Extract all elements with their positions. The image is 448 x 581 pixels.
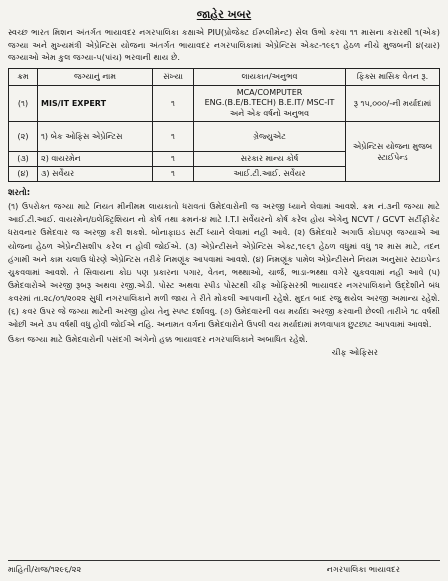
- table-row: [9, 122, 440, 152]
- table-row: [9, 85, 440, 122]
- terms-heading: શરતો:: [8, 188, 31, 199]
- row-post-name: ૩) સર્વેયર: [38, 167, 153, 182]
- row-count: ૧: [153, 85, 194, 122]
- row-count: ૧: [153, 167, 194, 182]
- posts-table: [8, 68, 440, 183]
- terms-paragraph: (૧) ઉપરોક્ત જગ્યા માટે નિયત મીનીમમ લાયકાતો ધરાવતાં ઉમેદવારોની જ અરજી ધ્યાને લેવામાં આવશે. ક્રમ નં.૩ની જગ્યા માટે આઈ.ટી.આઈ. વાયરમેન/ઇલેક્ટ્રિશિયન નો કોર્ષ તથા ક્રમનં-૪ માટે I.T.I સર્વેયરનો કોર્ષ કરેલ હોય એગેનુ NCVT / GCVT સર્ટીફીકેટ ધરાવનાર ઉમેદવાર જ અરજી કરી શકશે. બોનાફાઇડ સર્ટી ધ્યાને લેવામાં નહી આવે. (૨) ઉમેદવારે અગાઉ કોઇપણ જગ્યાએ આ યોજના હેઠળ એપ્રેન્ટીસશીપ કરેલ ન હોવી જોઈએ. (૩) એપ્રેન્ટીસને એપ્રેન્ટિસ એક્ટ,૧૯૬૧ હેઠળ વધુમાં વધુ ૧૨ માસ માટે, તદન હંગામી અને કામ ચલાઉ ધોરણે એપ્રેન્ટિસ તરીકે નિમણૂંક આપવામાં આવશે. (૪) નિમણૂંક પામેલ એપ્રેન્ટીસને નિયમ અનુસાર સ્ટાઇપેન્ડ ચુકવવામાં આવશે. તે સિવાયના કોઇ પણ પ્રકારના પગાર, વેતન, ભથ્થાઓ, ચાર્જ, ભાડા-ભથ્થા વગેરે ચુકવવામાં નહી આવે (૫) ઉમેદવારોએ અરજી રૂબરૂ અથવા રજી.એડી. પોસ્ટ અથવા સ્પીડ પોસ્ટથી ચીફ ઓફિસરશ્રી ભાયાવદર નગરપાલિકાને ઉદ્દેશીને બંધ કવરમાં તા.૨૮/૦૧/૨૦૨૨ સુધી નગરપાલિકાને મળી જાય તે રીતે મોકલી આપવાની રહેશે. મુદત બાદ રજુ થયેલ અરજી અમાન્ય રહેશે. (૬) કવર ઉપર જે જગ્યા માટેની અરજી હોય તેનુ સ્પષ્ટ દર્શાવવુ. (૭) ઉમેદવારની વય મર્યાદા અરજી કરવાની છેલ્લી તારીખે ૧૮ વર્ષથી ઓછી અને ૩૫ વર્ષથી વધુ હોવી જોઈએ નહિ. અનામત વર્ગના ઉમેદવારોને ઉપલી વય મર્યાદામાં મળવાપાત્ર છુટછાટ આપવામાં આવશે.: [8, 201, 440, 330]
- row-qualification: [194, 85, 346, 122]
- intro-paragraph: સ્વચ્છ ભારત મિશન અંતર્ગત ભાયાવદર નગરપાલિકા કક્ષાએ PIU(પ્રોજેક્ટ ઈમ્પ્લીમેન્ટ) સેલ ઉભો કરવા ૧૧ માસના કરારથી ૧(એક) જગ્યા અને મુખ્યમંત્રી એપ્રેન્ટિસ યોજના અંતર્ગત ભાયાવદર નગરપાલિકામાં એપ્રેન્ટિસ એક્ટ-૧૯૬૧ હેઠળ નીચે મુજબની ૪(ચાર) જગ્યાઓ એમ કુલ જગ્યા-૫(પાંચ) ભરવાની થાય છે.: [8, 27, 440, 63]
- reference-number: માહિતી/રાજ/૧૨૯૬/૨૨: [8, 564, 82, 574]
- row-count: ૧: [153, 152, 194, 167]
- table-header-row: [9, 68, 440, 85]
- qualification-line: ENG.(B.E/B.TECH) B.E.IT/ MSC-IT: [204, 98, 335, 108]
- row-salary: રૂ ૧૫,૦૦૦/-ની મર્યાદામાં: [346, 85, 440, 122]
- row-serial: (૪): [9, 167, 38, 182]
- apprentice-salary-cell: એપ્રેન્ટિસ યોજના મુજબ સ્ટાઈપેન્ડ: [346, 122, 440, 182]
- closing-statement: ઉક્ત જગ્યા માટે ઉમેદવારોની પસંદગી અંગેનો હક્ક ભાયાવદર નગરપાલિકાને અબાધિત રહેશે.: [8, 334, 308, 345]
- notice-title: જાહેર ખબર: [196, 8, 252, 21]
- row-post-name: ૧) બેક ઓફિસ એપ્રેન્ટિસ: [38, 122, 153, 152]
- header-serial: ક્રમ: [9, 68, 38, 85]
- row-serial: (૩): [9, 152, 38, 167]
- row-qualification: ગ્રેજ્યુએટ: [194, 122, 346, 152]
- row-post-name: ૨) વાયરમેન: [38, 152, 153, 167]
- row-post-name: MIS/IT EXPERT: [38, 85, 153, 122]
- header-post-name: જગ્યાનું નામ: [38, 68, 153, 85]
- signatory-designation: ચીફ ઓફિસર: [331, 347, 378, 358]
- qualification-line: MCA/COMPUTER: [236, 87, 303, 97]
- row-serial: (૧): [9, 85, 38, 122]
- header-salary: ફિક્સ માસિક વેતન રૂ.: [346, 68, 440, 85]
- header-count: સંખ્યા: [153, 68, 194, 85]
- row-count: ૧: [153, 122, 194, 152]
- row-qualification: આઈ.ટી.આઈ. સર્વેયર: [194, 167, 346, 182]
- footer: [8, 560, 440, 575]
- signatory-office: નગરપાલિકા ભાયાવદર: [326, 564, 400, 574]
- qualification-line: અને એક વર્ષનો અનુભવ: [229, 108, 310, 118]
- row-qualification: સરકાર માન્ય કોર્ષ: [194, 152, 346, 167]
- row-serial: (૨): [9, 122, 38, 152]
- header-qualification: લાયકાત/અનુભવ: [194, 68, 346, 85]
